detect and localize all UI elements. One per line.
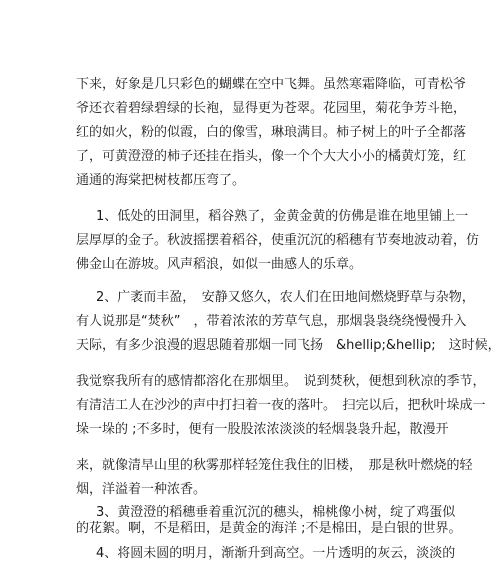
paragraph-2-line-2: 层厚厚的金子。秋波摇摆着稻谷，使重沉沉的稻穗有节奏地波动着，仿: [76, 233, 480, 248]
paragraph-3-line-1: 2、广袤而丰盈， 安静又悠久，农人们在田地间燃烧野草与杂物，: [96, 290, 475, 305]
paragraph-1-line-5: 通通的海棠把树枝都压弯了。: [76, 173, 246, 188]
paragraph-4-line-2: 的花絮。啊，不是稻田，是黄金的海洋 ;不是棉田，是白银的世界。: [76, 521, 462, 536]
paragraph-1-line-3: 红的如火，粉的似霞，白的像雪，琳琅满目。柿子树上的叶子全都落: [76, 125, 467, 140]
paragraph-2-line-3: 佛金山在游坡。风声稻浪，如似一曲感人的乐章。: [76, 257, 363, 272]
paragraph-4-line-1: 3、黄澄澄的稻穗垂着重沉沉的穗头，棉桃像小树，绽了鸡蛋似: [96, 505, 456, 520]
paragraph-3-line-5: 有清洁工人在沙沙的声中打扫着一夜的落叶。 扫完以后，把秋叶垛成一: [76, 398, 486, 413]
paragraph-1-line-4: 了，可黄澄澄的柿子还挂在指头，像一个个大大小小的橘黄灯笼，红: [76, 149, 467, 164]
paragraph-2-line-1: 1、低处的田洞里，稻谷熟了，金黄金黄的仿佛是谁在地里铺上一: [96, 209, 469, 224]
paragraph-3-line-8: 烟，洋溢着一种浓香。: [76, 482, 207, 497]
paragraph-3-line-7: 来，就像清早山里的秋雾那样轻笼住我住的旧楼， 那是秋叶燃烧的轻: [76, 458, 473, 473]
paragraph-3-line-3: 天际，有多少浪漫的遐思随着那烟一同飞扬 &hellip;&hellip; 这时候，: [76, 338, 501, 353]
paragraph-3-line-6: 垛一垛的 ;不多时，便有一股股浓浓淡淡的轻烟袅袅升起，散漫开: [76, 422, 449, 437]
paragraph-5-line-1: 4、将圆未圆的明月，渐渐升到高空。一片透明的灰云，淡淡的: [96, 546, 456, 561]
paragraph-3-line-4: 我觉察我所有的感情都溶化在那烟里。 说到焚秋，便想到秋凉的季节，: [76, 374, 486, 389]
paragraph-1-line-2: 爷还衣着碧绿碧绿的长袍，显得更为苍翠。花园里，菊花争芳斗艳，: [76, 101, 467, 116]
paragraph-1-line-1: 下来，好象是几只彩色的蝴蝶在空中飞舞。虽然寒霜降临，可青松爷: [76, 77, 467, 92]
paragraph-3-line-2: 有人说那是“焚秋” ，带着浓浓的芳草气息，那烟袅袅绕绕慢慢升入: [76, 314, 467, 329]
